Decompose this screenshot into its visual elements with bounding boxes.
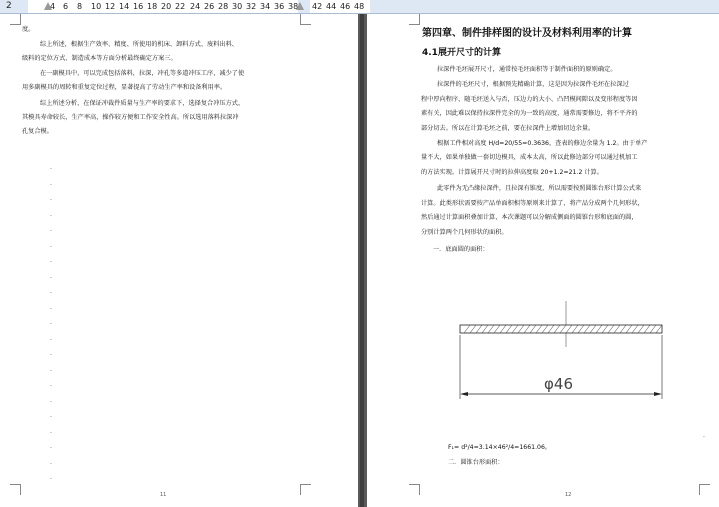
crop-mark-top-left — [10, 14, 21, 25]
body-line: 根据工件相对高度 H/d=20/55=0.3636，查表的修边余量为 1.2。由于单产 — [437, 140, 648, 147]
section-title: 4.1展开尺寸的计算 — [422, 48, 501, 58]
ruler-number: 24 — [190, 2, 201, 11]
empty-paragraph-mark: . — [50, 427, 52, 435]
page-number: 12 — [565, 492, 572, 498]
crop-mark-bottom-right — [699, 484, 710, 495]
empty-paragraph-mark: . — [50, 319, 52, 326]
empty-paragraph-mark: . — [50, 474, 52, 481]
body-line: 此零件为无凸缘拉深件，且拉深有锥度，所以需要按照圆锥台形计算公式来 — [437, 185, 642, 192]
empty-paragraph-mark: . — [50, 164, 52, 171]
empty-paragraph-mark: . — [50, 443, 52, 450]
ruler-number: 26 — [204, 2, 215, 11]
text-line-1: 度。 — [22, 26, 35, 33]
chapter-title: 第四章、制件排样图的设计及材料利用率的计算 — [422, 28, 632, 39]
ruler-number: 28 — [218, 2, 229, 11]
flat-blank-drawing — [452, 299, 672, 409]
empty-paragraph-mark: . — [50, 179, 52, 187]
horizontal-ruler[interactable] — [0, 0, 719, 14]
page-number: 11 — [160, 492, 167, 498]
ruler-number: 4 — [50, 2, 56, 11]
empty-paragraph-mark: . — [50, 303, 52, 311]
crop-mark-bottom-left — [409, 484, 420, 495]
empty-paragraph-mark: . — [50, 288, 52, 295]
ruler-number: 18 — [147, 2, 158, 11]
text-line-6: 综上所述分析，在保证冲裁件质量与生产率的要求下，选择复合冲压方式， — [40, 100, 245, 107]
ruler-number: 34 — [260, 2, 271, 11]
empty-paragraph-mark: . — [50, 458, 52, 466]
ruler-number: 10 — [91, 2, 102, 11]
empty-paragraph-mark: . — [50, 226, 52, 233]
body-line: 一．底面圆的面积： — [433, 246, 489, 253]
crop-mark-top-right — [300, 14, 311, 25]
right-page — [367, 14, 719, 507]
empty-paragraph-mark: . — [50, 412, 52, 419]
ruler-number: 46 — [340, 2, 351, 11]
ruler-number: 30 — [232, 2, 243, 11]
empty-paragraph-mark: . — [50, 241, 52, 249]
ruler-number: 12 — [105, 2, 116, 11]
ruler-number: 16 — [133, 2, 144, 11]
formula-line: F₁= d²/4=3.14×46²/4=1661.06。 — [448, 444, 552, 451]
body-line: 然后通过计算面积叠加计算，本次课题可以分解成侧面的圆锥台形和底面的圆， — [421, 214, 638, 221]
ruler-number: 14 — [119, 2, 130, 11]
empty-paragraph-mark: . — [50, 381, 52, 388]
ruler-number: 22 — [175, 2, 186, 11]
ruler-number: 42 — [312, 2, 323, 11]
left-page — [0, 14, 358, 507]
body-line: 计算。此类形状需要按产品单面积相等原则来计算了，将产品分成两个几何形状， — [421, 200, 644, 207]
body-line: 部分切去。所以在计算毛坯之前，要在拉深件上增加切边余量。 — [421, 125, 595, 132]
empty-paragraph-mark: . — [50, 350, 52, 357]
text-line-7: 其模具寿命较长，生产率高，操作较方便和工作安全性高。所以选用落料拉深冲 — [22, 114, 239, 121]
ruler-number: 44 — [326, 2, 337, 11]
right-indent-marker[interactable] — [296, 2, 304, 10]
body-line: 程中厚向程序，随毛坯送入与否，压边力的大小、凸凹模间隙以及变形程度等因 — [421, 96, 638, 103]
paragraph-mark: . — [703, 432, 705, 439]
text-line-5: 用多副模具的周转和重复定位过程，显著提高了劳动生产率和设备利用率。 — [22, 84, 227, 91]
body-line: 分别计算两个几何形状的面积。 — [421, 229, 508, 236]
ruler-number: 38 — [288, 2, 299, 11]
crop-mark-bottom-right — [300, 484, 311, 495]
empty-paragraph-mark: . — [50, 257, 52, 264]
body-line: 拉深件的毛坯尺寸，根据预先精确计算，这是因为拉深件毛坯在拉深过 — [437, 81, 629, 88]
body-line: 拉深件毛坯展开尺寸，通常按毛坯面积等于制件面积的原则确定。 — [437, 66, 617, 73]
ruler-number: 20 — [161, 2, 172, 11]
text-line-2: 综上所述，根据生产效率、精度、所使用的机床、卸料方式、废料出料、 — [40, 41, 238, 48]
empty-paragraph-mark: . — [50, 334, 52, 342]
text-line-4: 在一副模具中，可以完成包括落料，拉深，冲孔等多道冲压工序，减少了使 — [40, 70, 245, 77]
body-line: 量不大，如果单独做一套切边模具，成本太高，所以此修边部分可以通过机加工 — [421, 154, 638, 161]
empty-paragraph-mark: . — [50, 210, 52, 218]
subheading-cone: 二．圆锥台形面积： — [448, 459, 504, 466]
ruler-number: 36 — [274, 2, 285, 11]
body-line: 素有关，因此难以保持拉深件完全的为一致的高度，通常需要修边，将不平齐的 — [421, 110, 638, 117]
empty-paragraph-mark: . — [50, 365, 52, 373]
left-indent-marker[interactable] — [44, 2, 52, 10]
ruler-left-number: 2 — [6, 1, 12, 11]
crop-mark-bottom-left — [10, 484, 21, 495]
ruler-number: 6 — [63, 2, 69, 11]
empty-paragraph-mark: . — [50, 195, 52, 202]
ruler-number: 32 — [246, 2, 257, 11]
text-line-8: 孔复合模。 — [22, 128, 53, 135]
ruler-number: 48 — [354, 2, 365, 11]
empty-paragraph-mark: . — [50, 396, 52, 404]
page-divider — [358, 14, 367, 507]
text-line-3: 级料的定位方式、制造成本等方面分析最终确定方案三。 — [22, 55, 177, 62]
crop-mark-top-left — [409, 14, 420, 25]
diameter-label: φ46 — [544, 375, 573, 393]
body-line: 的方法实现。计算展开尺寸时的拉伸高度取 20+1.2=21.2 计算。 — [421, 169, 603, 176]
empty-paragraph-mark: . — [50, 272, 52, 280]
ruler-number: 8 — [77, 2, 83, 11]
